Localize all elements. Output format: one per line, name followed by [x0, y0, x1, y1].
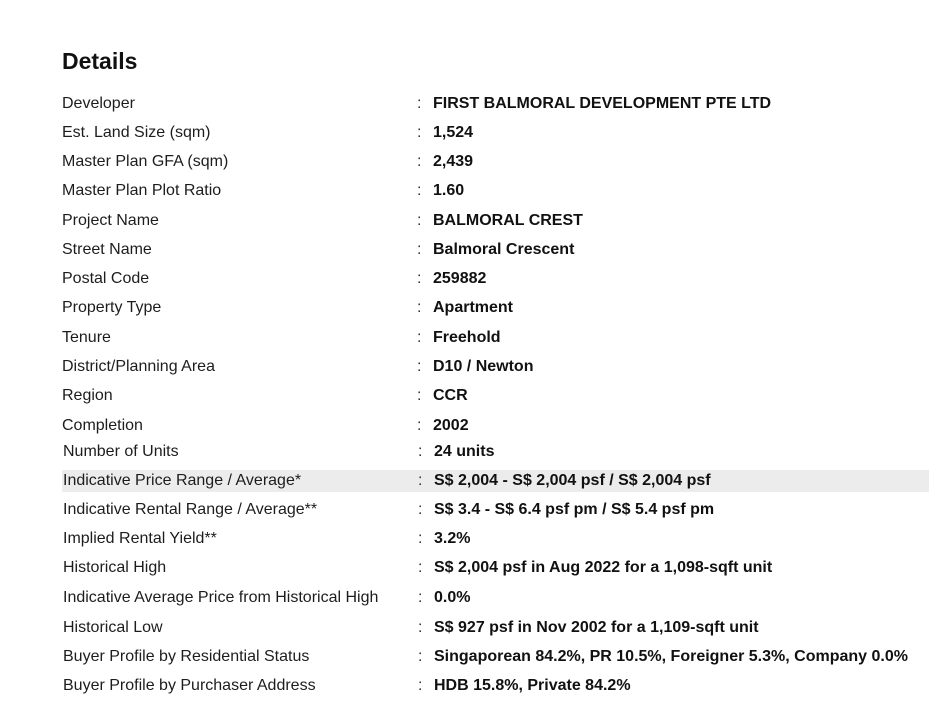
row-postal-code [62, 268, 929, 290]
row-label: Indicative Rental Range / Average** [63, 501, 318, 518]
row-colon: : [418, 472, 423, 489]
row-label: Buyer Profile by Residential Status [63, 648, 310, 665]
row-colon: : [418, 589, 423, 606]
row-colon: : [417, 153, 422, 170]
row-colon: : [417, 358, 422, 375]
row-completion [62, 415, 929, 437]
row-colon: : [417, 270, 422, 287]
row-value: HDB 15.8%, Private 84.2% [434, 677, 631, 694]
row-label: Historical Low [63, 619, 163, 636]
row-value: S$ 2,004 - S$ 2,004 psf / S$ 2,004 psf [434, 472, 711, 489]
row-colon: : [417, 241, 422, 258]
row-label: Indicative Average Price from Historical High [63, 589, 379, 606]
row-district [62, 356, 929, 378]
row-value: S$ 3.4 - S$ 6.4 psf pm / S$ 5.4 psf pm [434, 501, 715, 518]
row-buyer-residential [62, 646, 929, 668]
row-label: Indicative Price Range / Average* [63, 472, 302, 489]
row-tenure [62, 327, 929, 349]
row-colon: : [417, 95, 422, 112]
row-value: CCR [433, 387, 468, 404]
row-property-type [62, 297, 929, 319]
row-label: Buyer Profile by Purchaser Address [63, 677, 316, 694]
row-label: Historical High [63, 559, 167, 576]
row-value: Freehold [433, 329, 501, 346]
row-value: 259882 [433, 270, 487, 287]
row-avg-from-high [62, 587, 929, 609]
row-colon: : [417, 329, 422, 346]
row-value: S$ 2,004 psf in Aug 2022 for a 1,098-sqft unit [434, 559, 773, 576]
row-value: BALMORAL CREST [433, 212, 583, 229]
row-value: 0.0% [434, 589, 471, 606]
row-label: Postal Code [62, 270, 150, 287]
row-value: FIRST BALMORAL DEVELOPMENT PTE LTD [433, 95, 772, 112]
row-label: Master Plan GFA (sqm) [62, 153, 229, 170]
row-land-size [62, 122, 929, 144]
row-label: Project Name [62, 212, 159, 229]
row-units [62, 441, 929, 463]
row-colon: : [417, 212, 422, 229]
row-colon: : [417, 299, 422, 316]
row-gfa [62, 151, 929, 173]
row-street-name [62, 239, 929, 261]
row-label: Implied Rental Yield** [63, 530, 217, 547]
row-colon: : [418, 501, 423, 518]
row-label: Number of Units [63, 443, 179, 460]
row-label: Property Type [62, 299, 162, 316]
row-price-range [62, 470, 929, 492]
row-colon: : [417, 124, 422, 141]
row-rental-range [62, 499, 929, 521]
row-colon: : [418, 530, 423, 547]
row-rental-yield [62, 528, 929, 550]
row-plot-ratio [62, 180, 929, 202]
row-value: 2002 [433, 417, 469, 434]
row-label: District/Planning Area [62, 358, 215, 375]
row-value: 2,439 [433, 153, 474, 170]
row-buyer-address [62, 675, 929, 697]
row-label: Street Name [62, 241, 152, 258]
row-value: 24 units [434, 443, 495, 460]
row-region [62, 385, 929, 407]
row-label: Tenure [62, 329, 111, 346]
row-historical-high [62, 557, 929, 579]
row-label: Est. Land Size (sqm) [62, 124, 211, 141]
row-value: Balmoral Crescent [433, 241, 575, 258]
row-label: Developer [62, 95, 135, 112]
row-label: Region [62, 387, 113, 404]
row-colon: : [418, 648, 423, 665]
row-project-name [62, 210, 929, 232]
row-colon: : [418, 443, 423, 460]
row-historical-low [62, 617, 929, 639]
row-colon: : [418, 619, 423, 636]
row-colon: : [417, 182, 422, 199]
row-value: 3.2% [434, 530, 471, 547]
row-value: Apartment [433, 299, 514, 316]
section-title: Details [62, 48, 138, 74]
row-value: D10 / Newton [433, 358, 534, 375]
row-value: 1.60 [433, 182, 465, 199]
row-colon: : [417, 387, 422, 404]
row-colon: : [418, 559, 423, 576]
row-colon: : [418, 677, 423, 694]
row-value: S$ 927 psf in Nov 2002 for a 1,109-sqft unit [434, 619, 759, 636]
row-colon: : [417, 417, 422, 434]
row-value: Singaporean 84.2%, PR 10.5%, Foreigner 5.3%, Company 0.0% [434, 648, 908, 665]
row-value: 1,524 [433, 124, 474, 141]
row-label: Master Plan Plot Ratio [62, 182, 222, 199]
row-label: Completion [62, 417, 143, 434]
row-developer [62, 93, 929, 115]
